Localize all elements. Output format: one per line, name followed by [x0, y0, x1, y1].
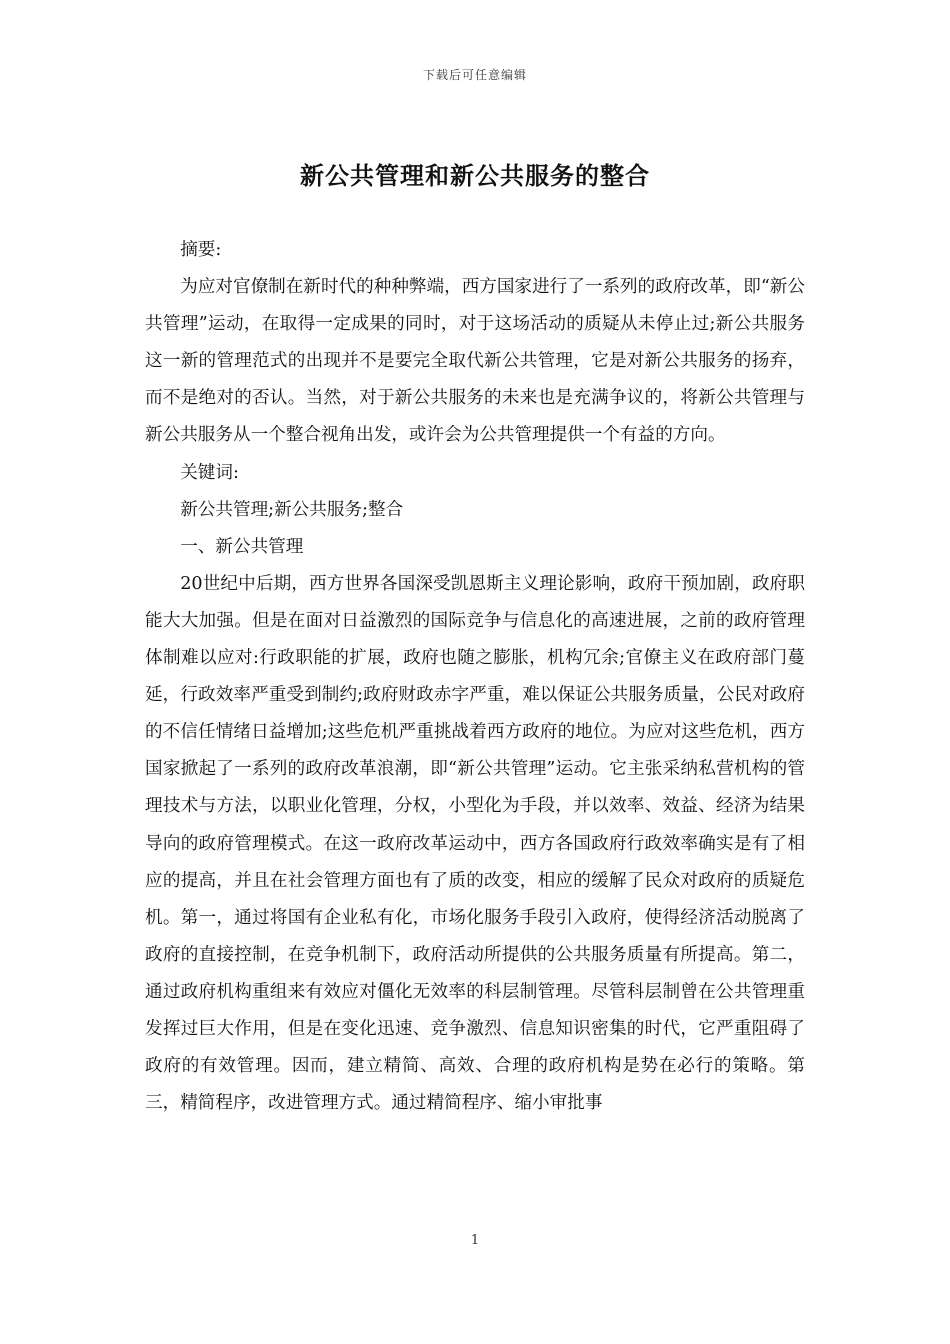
keywords-label: 关键词: [180, 462, 239, 483]
document-title: 新公共管理和新公共服务的整合 [300, 161, 650, 190]
document-body [145, 232, 805, 1122]
header-note: 下载后可任意编辑 [422, 68, 527, 82]
abstract-label: 摘要: [180, 240, 222, 260]
section-heading: 一、新公共管理 [180, 536, 304, 557]
page-number: 1 [470, 1233, 480, 1248]
keywords-text: 新公共管理;新公共服务;整合 [180, 499, 404, 520]
abstract-paragraph: 为应对官僚制在新时代的种种弊端，西方国家进行了一系列的政府改革，即“新公共管理”运动，在取得一定成果的同时，对于这场活动的质疑从未停止过;新公共服务这一新的管理范式的出现并不是要完全取代新公共管理，它是对新公共服务的扬弃，而不是绝对的否认。当然，对于新公共服务的未来也是充满争议的，将新公共管理与新公共服务从一个整合视角出发，或许会为公共管理提供一个有益的方向。 [145, 277, 805, 446]
section-paragraph: 20世纪中后期，西方世界各国深受凯恩斯主义理论影响，政府干预加剧，政府职能大大加强。但是在面对日益激烈的国际竞争与信息化的高速进展，之前的政府管理体制难以应对:行政职能的扩展，政府也随之膨胀，机构冗余;官僚主义在政府部门蔓延，行政效率严重受到制约;政府财政赤字严重，难以保证公共服务质量，公民对政府的不信任情绪日益增加;这些危机严重挑战着西方政府的地位。为应对这些危机，西方国家掀起了一系列的政府改革浪潮，即“新公共管理”运动。它主张采纳私营机构的管理技术与方法，以职业化管理，分权，小型化为手段，并以效率、效益、经济为结果导向的政府管理模式。在这一政府改革运动中，西方各国政府行政效率确实是有了相应的提高，并且在社会管理方面也有了质的改变，相应的缓解了民众对政府的质疑危机。第一，通过将国有企业私有化，市场化服务手段引入政府，使得经济活动脱离了政府的直接控制，在竞争机制下，政府活动所提供的公共服务质量有所提高。第二，通过政府机构重组来有效应对僵化无效率的科层制管理。尽管科层制曾在公共管理重发挥过巨大作用，但是在变化迅速、竞争激烈、信息知识密集的时代，它严重阻碍了政府的有效管理。因而，建立精简、高效、合理的政府机构是势在必行的策略。第三，精简程序，改进管理方式。通过精简程序、缩小审批事 [145, 573, 805, 1114]
